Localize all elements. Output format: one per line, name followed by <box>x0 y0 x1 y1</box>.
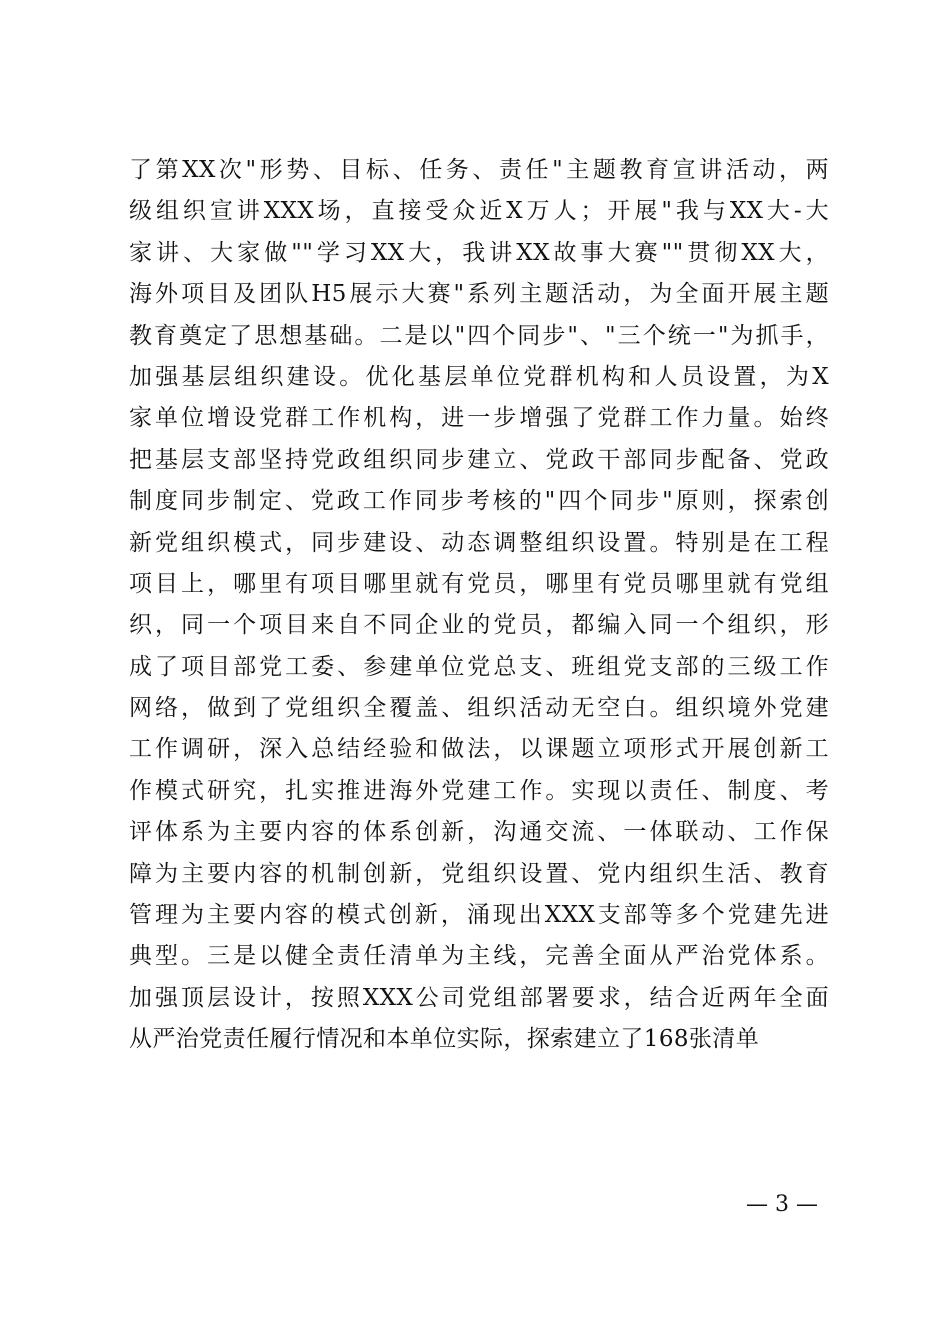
body-paragraph <box>129 150 829 1061</box>
text-line: 加强基层组织建设。优化基层单位党群机构和人员设置，为X <box>129 363 829 390</box>
text-line: 障为主要内容的机制创新，党组织设置、党内组织生活、教育 <box>129 860 829 887</box>
text-line: 成了项目部党工委、参建单位党总支、班组党支部的三级工作 <box>129 653 829 680</box>
page-number: — 3 — <box>746 1192 818 1217</box>
text-line: 工作调研，深入总结经验和做法，以课题立项形式开展创新工 <box>129 736 829 763</box>
text-line: 把基层支部坚持党政组织同步建立、党政干部同步配备、党政 <box>129 446 829 473</box>
text-line: 级组织宣讲XXX场，直接受众近X万人；开展"我与XX大-大 <box>129 198 829 225</box>
text-line: 了第XX次"形势、目标、任务、责任"主题教育宣讲活动，两 <box>129 157 829 183</box>
text-line: 织，同一个项目来自不同企业的党员，都编入同一个组织，形 <box>129 612 829 639</box>
text-line: 从严治党责任履行情况和本单位实际，探索建立了168张清单 <box>129 1026 760 1053</box>
text-line: 加强顶层设计，按照XXX公司党组部署要求，结合近两年全面 <box>129 984 829 1011</box>
text-line: 项目上，哪里有项目哪里就有党员，哪里有党员哪里就有党组 <box>129 570 829 597</box>
text-line: 家单位增设党群工作机构，进一步增强了党群工作力量。始终 <box>129 405 829 432</box>
text-line: 评体系为主要内容的体系创新，沟通交流、一体联动、工作保 <box>129 819 829 846</box>
text-line: 典型。三是以健全责任清单为主线，完善全面从严治党体系。 <box>129 943 829 970</box>
text-line: 制度同步制定、党政工作同步考核的"四个同步"原则，探索创 <box>129 488 829 515</box>
text-line: 管理为主要内容的模式创新，涌现出XXX支部等多个党建先进 <box>129 902 829 929</box>
text-line: 新党组织模式，同步建设、动态调整组织设置。特别是在工程 <box>129 529 829 556</box>
text-line: 教育奠定了思想基础。二是以"四个同步"、"三个统一"为抓手， <box>129 322 829 349</box>
text-line: 海外项目及团队H5展示大赛"系列主题活动，为全面开展主题 <box>129 281 829 308</box>
text-line: 网络，做到了党组织全覆盖、组织活动无空白。组织境外党建 <box>129 695 829 722</box>
text-line: 家讲、大家做""学习XX大，我讲XX故事大赛""贯彻XX大， <box>129 239 829 266</box>
text-line: 作模式研究，扎实推进海外党建工作。实现以责任、制度、考 <box>129 777 829 804</box>
